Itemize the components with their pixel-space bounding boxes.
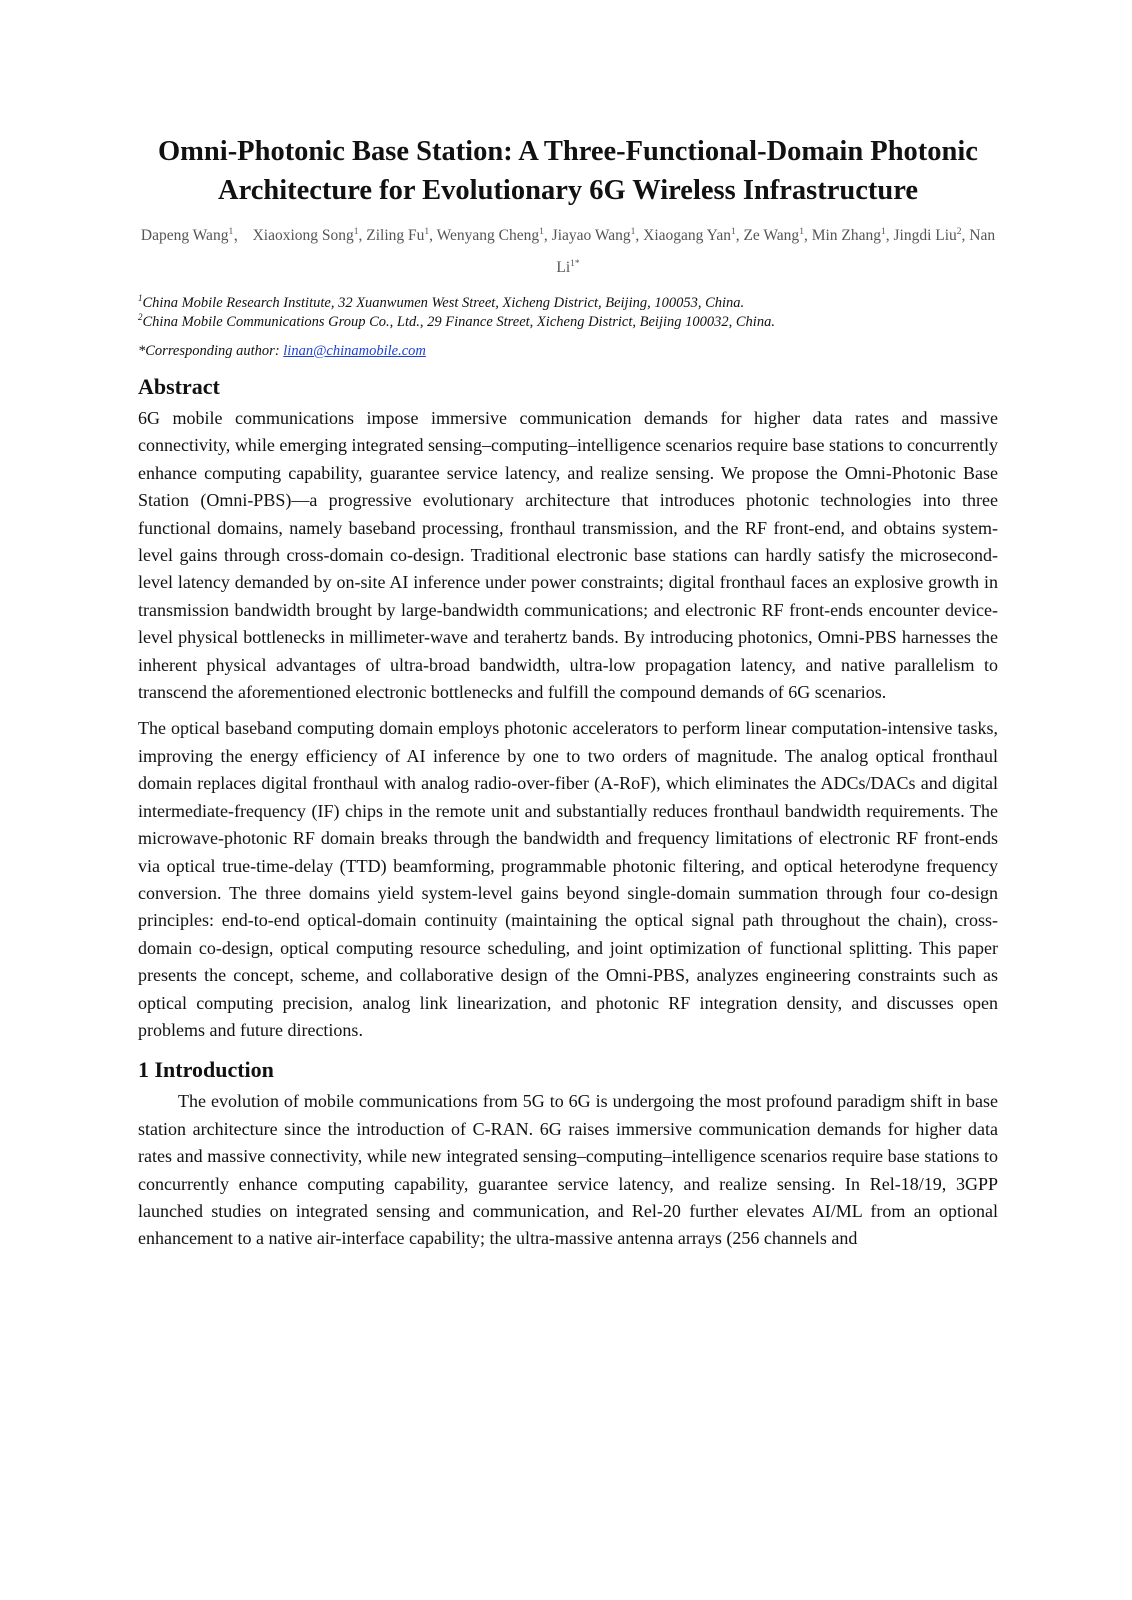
abstract-heading: Abstract [138,374,220,399]
author: Xiaogang Yan$^1$, [643,226,744,244]
author: Nan $Li^{1*}$ [556,227,996,276]
paper-title: Omni-Photonic Base Station: A Three-Functional-Domain Photonic Architecture for Evolutionary 6G Wireless Infrastructure [158,136,978,206]
affiliations [138,294,998,332]
author: Xiaoxiong Song$^1$, [252,226,367,244]
abstract-paragraph: 6G mobile communications impose immersive communication demands for higher data rates and massive connectivity, while emerging integrated sensing–computing–intelligence scenarios require base stations to concurrently enhance computing capability, guarantee service latency, and realize sensing. We propose the Omni-Photonic Base Station (Omni-PBS)—a progressive evolutionary architecture that introduces photonic technologies into three functional domains, namely baseband processing, fronthaul transmission, and the RF front-end, and obtains system-level gains through cross-domain co-design. Traditional electronic base stations can hardly satisfy the microsecond-level latency demanded by on-site AI inference under power constraints; digital fronthaul faces an explosive growth in transmission bandwidth brought by large-bandwidth communications; and electronic RF front-ends encounter device-level physical bottlenecks in millimeter-wave and terahertz bands. By introducing photonics, Omni-PBS harnesses the inherent physical advantages of ultra-broad bandwidth, ultra-low propagation latency, and native parallelism to transcend the aforementioned electronic bottlenecks and fulfill the compound demands of 6G scenarios. [138,408,998,703]
abstract-paragraph: The optical baseband computing domain employs photonic accelerators to perform linear computation-intensive tasks, improving the energy efficiency of AI inference by one to two orders of magnitude. The analog optical fronthaul domain replaces digital fronthaul with analog radio-over-fiber (A-RoF), which eliminates the ADCs/DACs and digital intermediate-frequency (IF) chips in the remote unit and substantially reduces fronthaul bandwidth requirements. The microwave-photonic RF domain breaks through the bandwidth and frequency limitations of electronic RF front-ends via optical true-time-delay (TTD) beamforming, programmable photonic filtering, and optical heterodyne frequency conversion. The three domains yield system-level gains beyond single-domain summation through four co-design principles: end-to-end optical-domain continuity (maintaining the optical signal path throughout the chain), cross-domain co-design, optical computing resource scheduling, and joint optimization of functional splitting. This paper presents the concept, scheme, and collaborative design of the Omni-PBS, analyzes engineering constraints such as optical computing precision, analog link linearization, and photonic RF integration density, and discusses open problems and future directions. [138,718,998,1040]
paper-page [138,132,998,1262]
author: Ze Wang$^1$, [743,226,812,244]
affiliation: $^1$China Mobile Research Institute, 32 Xuanwumen West Street, Xicheng District, Beijing, 100053, China. [138,293,745,311]
corresponding-label: *Corresponding author: [138,343,284,359]
author: Wenyang Cheng$^1$, [436,226,552,244]
corresponding-author [138,342,998,361]
author: Jingdi Liu$^2$, [893,226,970,244]
author: Jiayao Wang$^1$, [551,226,640,244]
author-list [138,220,998,284]
email-link[interactable]: linan@chinamobile.com [283,343,426,359]
section-heading: 1 Introduction [138,1057,274,1083]
author: Min Zhang$^1$, [811,226,894,244]
intro-paragraph: The evolution of mobile communications from 5G to 6G is undergoing the most profound paradigm shift in base station architecture since the introduction of C-RAN. 6G raises immersive communication demands for higher data rates and massive connectivity, while new integrated sensing–computing–intelligence scenarios require base stations to concurrently enhance computing capability, guarantee service latency, and realize sensing. In Rel-18/19, 3GPP launched studies on integrated sensing and communication, and Rel-20 further elevates AI/ML from an optional enhancement to a native air-interface capability; the ultra-massive antenna arrays (256 channels and [138,1091,998,1249]
author: Ziling Fu$^1$, [366,226,437,244]
author: Dapeng Wang$^1$， [140,226,249,244]
affiliation: $^2$China Mobile Communications Group Co., Ltd., 29 Finance Street, Xicheng District, Beijing 100032, China. [138,312,775,330]
